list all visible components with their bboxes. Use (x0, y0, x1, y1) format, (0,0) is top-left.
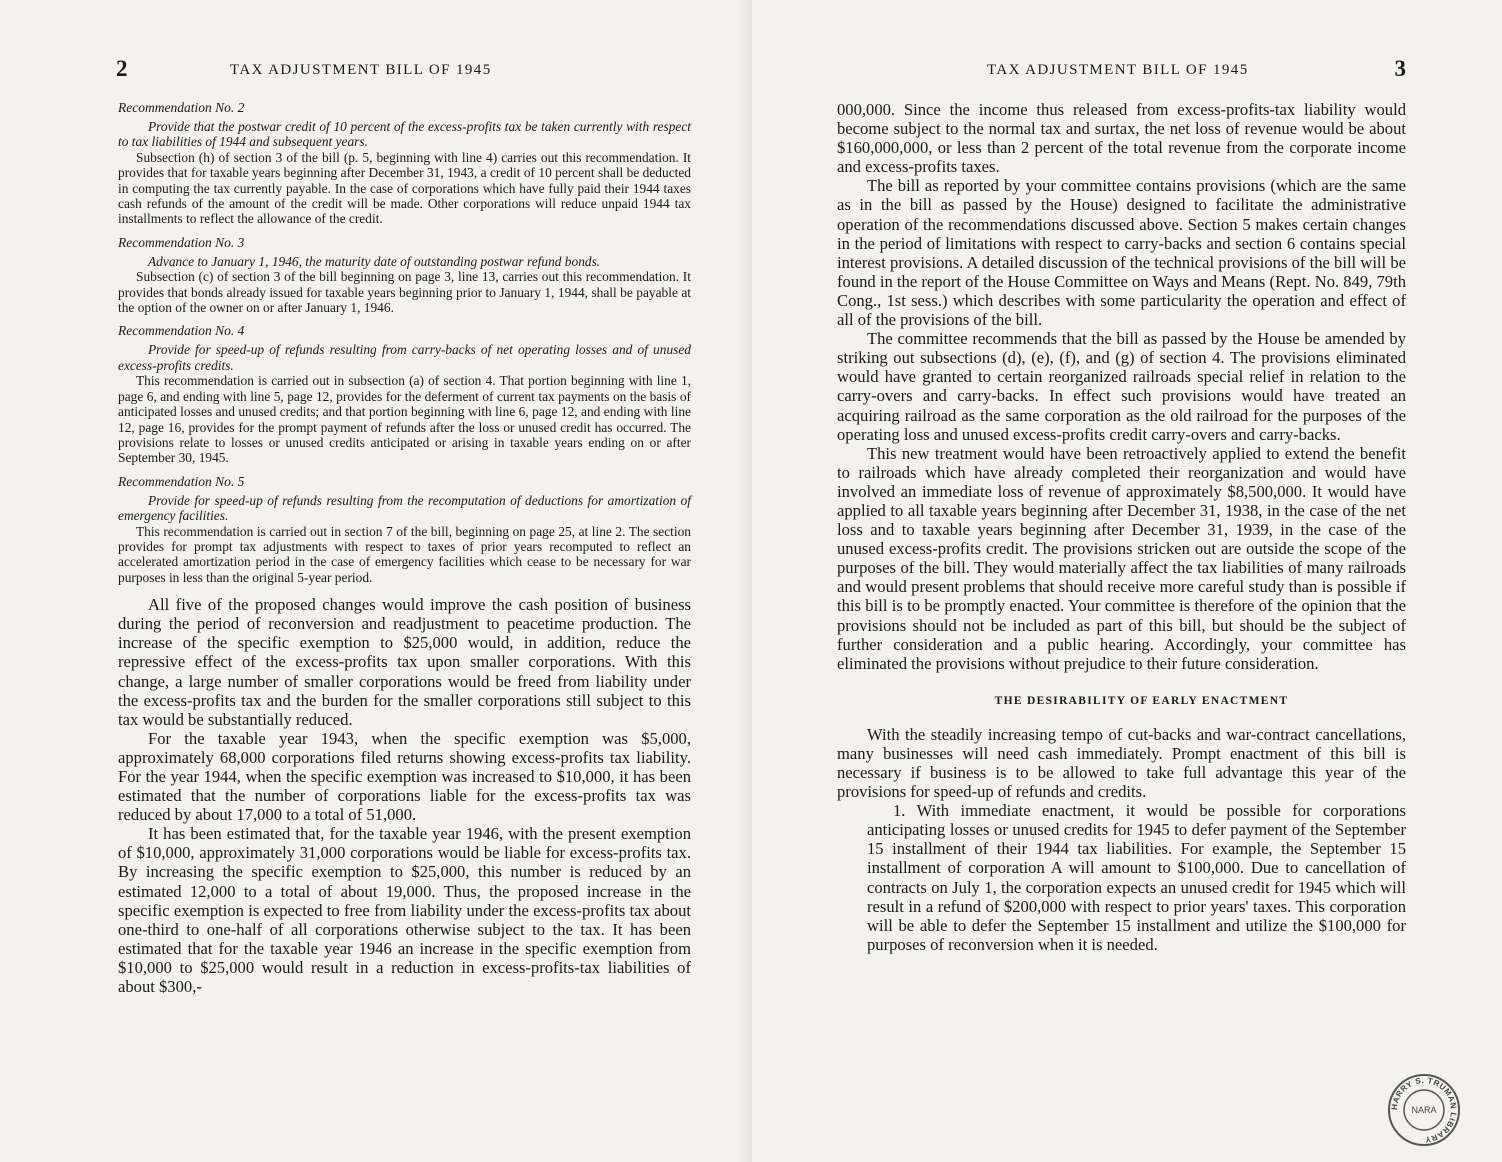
left-running-head (116, 56, 691, 90)
body-paragraph: 000,000. Since the income thus released from excess-profits-tax liability would become subject to the normal tax and surtax, the net loss of revenue would be about $160,000,000, or less than 2 percent of the total revenue from the corporate income and excess-profits taxes. (837, 100, 1406, 177)
recommendation-title: Recommendation No. 5 (118, 473, 245, 489)
recommendation-title: Recommendation No. 3 (118, 234, 245, 250)
body-paragraph: The bill as reported by your committee contains provisions (which are the same as in the bill as passed by the House) designed to facilitate the administrative operation of the recommendations discussed above. Section 5 makes certain changes in the period of limitations with respect to carry-backs and section 6 contains special interest provisions. A detailed discussion of the technical provisions of the bill will be found in the report of the House Committee on Ways and Means (Rept. No. 849, 79th Cong., 1st sess.) which describes with some particularity the operation and effect of all of the provisions of the bill. (837, 176, 1406, 330)
right-running-title: TAX ADJUSTMENT BILL OF 1945 (987, 62, 1249, 78)
recommendation-provision: Advance to January 1, 1946, the maturity date of outstanding postwar refund bonds. (148, 253, 601, 269)
body-paragraph: This new treatment would have been retroactively applied to extend the benefit to railroads which have already completed their reorganization and would have involved an immediate loss of revenue of approximately $8,500,000. It would have applied to all taxable years beginning after December 31, 1938, in the case of the net loss and to taxable years beginning after December 31, 1939, in the case of the unused excess-profits credit. The provisions stricken out are outside the scope of the purposes of the bill. They would materially affect the tax liabilities of many railroads and would present problems that should receive more careful study than is possible if this bill is to be promptly enacted. Your committee is therefore of the opinion that the provisions should not be included as part of this bill, but should be the subject of further consideration and a public hearing. Accordingly, your committee has eliminated the provisions without prejudice to their future consideration. (837, 443, 1406, 673)
stamp-ring-text: HARRY S. TRUMAN LIBRARY (1389, 1075, 1459, 1145)
recommendation-explanation: Subsection (c) of section 3 of the bill beginning on page 3, line 13, carries out this recommendation. It provides that bonds already issued for taxable years beginning prior to January 1, 1944, shall be payable at the option of the owner on or after January 1, 1946. (118, 269, 691, 316)
recommendation-4 (118, 323, 691, 465)
stamp-center-text: NARA (1411, 1105, 1437, 1115)
recommendation-provision: Provide for speed-up of refunds resulting from carry-backs of net operating losses and of unused excess-profits credits. (118, 342, 691, 373)
recommendation-2 (118, 100, 691, 227)
recommendation-explanation: Subsection (h) of section 3 of the bill (p. 5, beginning with line 4) carries out this recommendation. It provides that for taxable years beginning after December 31, 1943, a credit of 10 percent shall be deducted in computing the tax currently payable. In the case of corporations which have fully paid their 1944 taxes cash refunds of the amount of the credit will be made. Other corporations will reduce unpaid 1944 tax installments to reflect the allowance of the credit. (118, 149, 691, 227)
body-paragraph: For the taxable year 1943, when the specific exemption was $5,000, approximately 68,000 corporations filed returns showing excess-profits tax liability. For the year 1944, when the specific exemption was increased to $10,000, it has been estimated that the number of corporations liable for the excess-profits tax was reduced by about 17,000 to a total of 51,000. (118, 728, 691, 825)
recommendation-provision: Provide for speed-up of refunds resulting from the recomputation of deductions for amortization of emergency facilities. (118, 492, 691, 524)
right-running-head (837, 56, 1406, 90)
right-page (751, 0, 1502, 1162)
right-page-number: 3 (1394, 56, 1406, 81)
body-paragraph: With the steadily increasing tempo of cut-backs and war-contract cancellations, many businesses will need cash immediately. Prompt enactment of this bill is necessary if business is to be allowed to take full advantage this year of the provisions for speed-up of refunds and credits. (837, 724, 1406, 802)
recommendation-5 (118, 474, 691, 585)
body-paragraph: All five of the proposed changes would improve the cash position of business during the period of reconversion and readjustment to peacetime production. The increase of the specific exemption to $25,000 would, in addition, reduce the repressive effect of the excess-profits tax upon smaller corporations. With this change, a large number of smaller corporations would be freed from liability under the excess-profits tax and the burden for the smaller corporations still subject to this tax would be substantially reduced. (118, 595, 691, 729)
recommendation-3 (118, 235, 691, 316)
archive-seal-icon (1386, 1072, 1462, 1148)
recommendation-explanation: This recommendation is carried out in section 7 of the bill, beginning on page 25, at line 2. The section provides for prompt tax adjustments with respect to taxes of prior years recomputed to reflect an accelerated amortization period in the case of emergency facilities which cease to be necessary for war purposes in less than the original 5-year period. (118, 523, 691, 585)
body-paragraph: The committee recommends that the bill as passed by the House be amended by striking out subsections (d), (e), (f), and (g) of section 4. The provisions eliminated would have granted to certain reorganized railroads special relief in relation to the carry-overs and carry-backs. In effect such provisions would have treated an acquiring railroad as the same corporation as the old railroad for the purposes of the operating loss and unused excess-profits credit carry-overs and carry-backs. (837, 329, 1406, 444)
recommendation-explanation: This recommendation is carried out in subsection (a) of section 4. That portion beginning with line 1, page 6, and ending with line 5, page 12, provides for the deferment of current tax payments on the basis of anticipated losses and unused credits; and that portion beginning with line 6, page 12, and ending with line 12, page 16, provides for the prompt payment of refunds after the loss or unused credit has occurred. The provisions relate to losses or unused credits anticipated or arising in taxable years ending on or after September 30, 1945. (118, 373, 691, 466)
recommendation-title: Recommendation No. 2 (118, 100, 245, 115)
left-running-title: TAX ADJUSTMENT BILL OF 1945 (230, 62, 492, 78)
left-page-number: 2 (116, 56, 128, 81)
enumerated-item: 1. With immediate enactment, it would be possible for corporations anticipating losses or unused credits for 1945 to defer payment of the September 15 installment of their 1944 tax liabilities. For example, the September 15 installment of corporation A will amount to $100,000. Due to cancellation of contracts on July 1, the corporation expects an unused credit for 1945 which will result in a refund of $200,000 with respect to prior years' taxes. This corporation will be able to defer the September 15 installment and utilize the $100,000 for purposes of reconversion when it is needed. (867, 801, 1406, 954)
section-heading: THE DESIRABILITY OF EARLY ENACTMENT (994, 694, 1289, 707)
recommendation-provision: Provide that the postwar credit of 10 percent of the excess-profits tax be taken currently with respect to tax liabilities of 1944 and subsequent years. (118, 119, 691, 150)
recommendation-title: Recommendation No. 4 (118, 323, 245, 339)
body-paragraph: It has been estimated that, for the taxable year 1946, with the present exemption of $10,000, approximately 31,000 corporations would be liable for excess-profits tax. By increasing the specific exemption to $25,000, this number is reduced by an estimated 12,000 to a total of about 19,000. Thus, the proposed increase in the specific exemption is expected to free from liability under the excess-profits tax about one-third to one-half of all corporations otherwise subject to the tax. It has been estimated that for the taxable year 1946 an increase in the specific exemption from $10,000 to $25,000 would result in a reduction in excess-profits-tax liabilities of about $300,- (118, 824, 691, 997)
